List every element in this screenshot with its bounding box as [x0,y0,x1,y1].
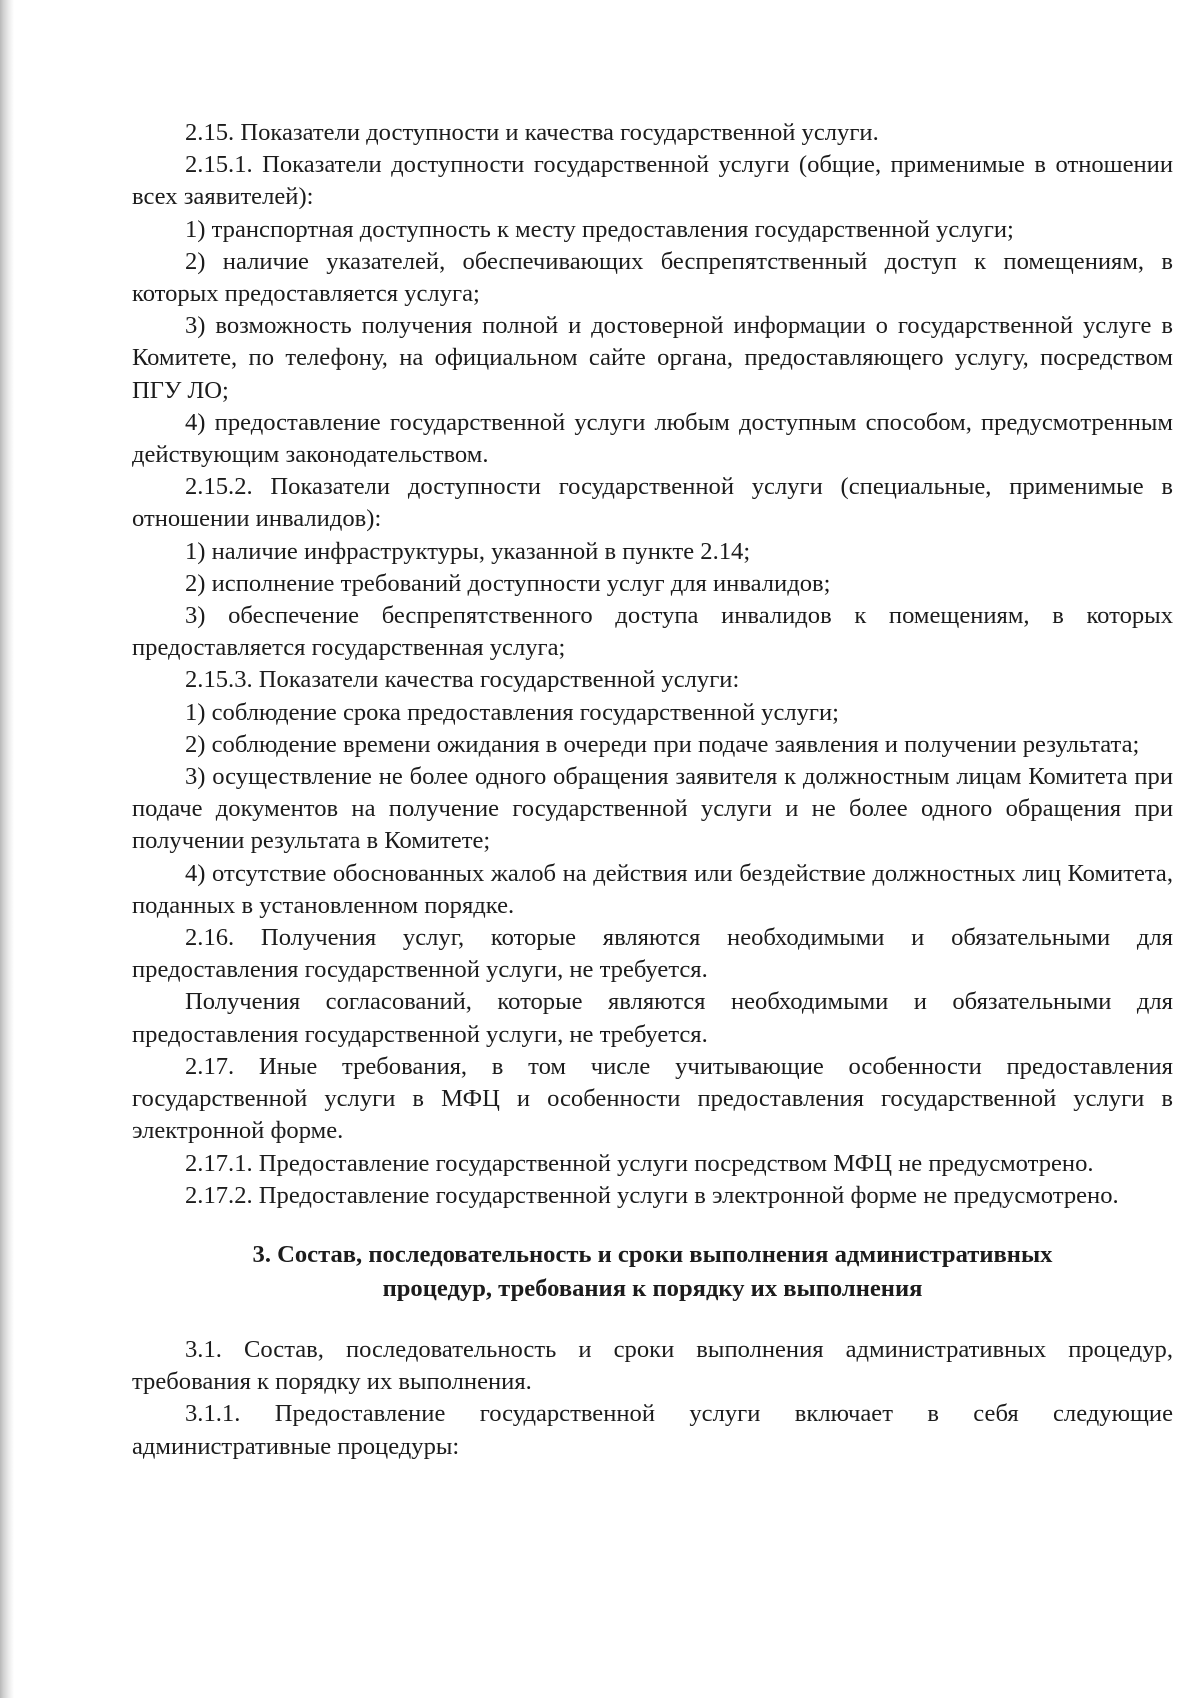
list-item: 1) наличие инфраструктуры, указанной в пункте 2.14; [185,537,751,565]
document-page [132,117,1173,1463]
list-item: 2) наличие указателей, обеспечивающих беспрепятственный доступ к помещениям, в которых предоставляется услуга; [132,247,1173,308]
paragraph-2-17-2: 2.17.2. Предоставление государственной услуги в электронной форме не предусмотрено. [185,1181,1119,1209]
section-heading-line: процедур, требования к порядку их выполнения [382,1274,923,1302]
paragraph-approvals: Получения согласований, которые являются необходимыми и обязательными для предоставления государственной услуги, не требуется. [132,988,1173,1048]
paragraph-2-15-3: 2.15.3. Показатели качества государственной услуги: [185,666,740,694]
paragraph-2-17: 2.17. Иные требования, в том числе учитывающие особенности предоставления государственной услуги в МФЦ и особенности предоставления государственной услуги в электронной форме. [132,1052,1173,1145]
section-heading-line: 3. Состав, последовательность и сроки выполнения административных [252,1240,1053,1268]
list-item: 1) транспортная доступность к месту предоставления государственной услуги; [185,215,1014,243]
list-item: 1) соблюдение срока предоставления государственной услуги; [185,698,840,726]
paragraph-2-15: 2.15. Показатели доступности и качества государственной услуги. [185,119,879,146]
list-item: 2) соблюдение времени ожидания в очереди при подаче заявления и получении результата; [185,730,1140,758]
paragraph-2-16: 2.16. Получения услуг, которые являются необходимыми и обязательными для предоставления государственной услуги, не требуется. [132,924,1173,984]
scan-edge [0,0,14,1698]
paragraph-2-17-1: 2.17.1. Предоставление государственной услуги посредством МФЦ не предусмотрено. [185,1149,1094,1177]
paragraph-3-1: 3.1. Состав, последовательность и сроки выполнения административных процедур, требования к порядку их выполнения. [132,1335,1173,1396]
list-item: 4) отсутствие обоснованных жалоб на действия или бездействие должностных лиц Комитета, поданных в установленном порядке. [132,859,1173,919]
paragraph-2-15-1: 2.15.1. Показатели доступности государственной услуги (общие, применимые в отношении всех заявителей): [132,151,1173,211]
list-item: 2) исполнение требований доступности услуг для инвалидов; [185,569,831,597]
list-item: 3) возможность получения полной и достоверной информации о государственной услуге в Комитете, по телефону, на официальном сайте органа, предоставляющего услугу, посредством ПГУ ЛО; [132,312,1173,404]
paragraph-2-15-2: 2.15.2. Показатели доступности государственной услуги (специальные, применимые в отношении инвалидов): [132,473,1173,533]
list-item: 3) осуществление не более одного обращения заявителя к должностным лицам Комитета при подаче документов на получение государственной услуги и не более одного обращения при получении результата в Комитете; [132,763,1173,855]
section-heading [132,1238,1173,1306]
list-item: 3) обеспечение беспрепятственного доступа инвалидов к помещениям, в которых предоставляется государственная услуга; [132,602,1173,662]
list-item: 4) предоставление государственной услуги любым доступным способом, предусмотренным действующим законодательством. [132,408,1173,469]
paragraph-3-1-1: 3.1.1. Предоставление государственной услуги включает в себя следующие административные процедуры: [132,1400,1173,1460]
